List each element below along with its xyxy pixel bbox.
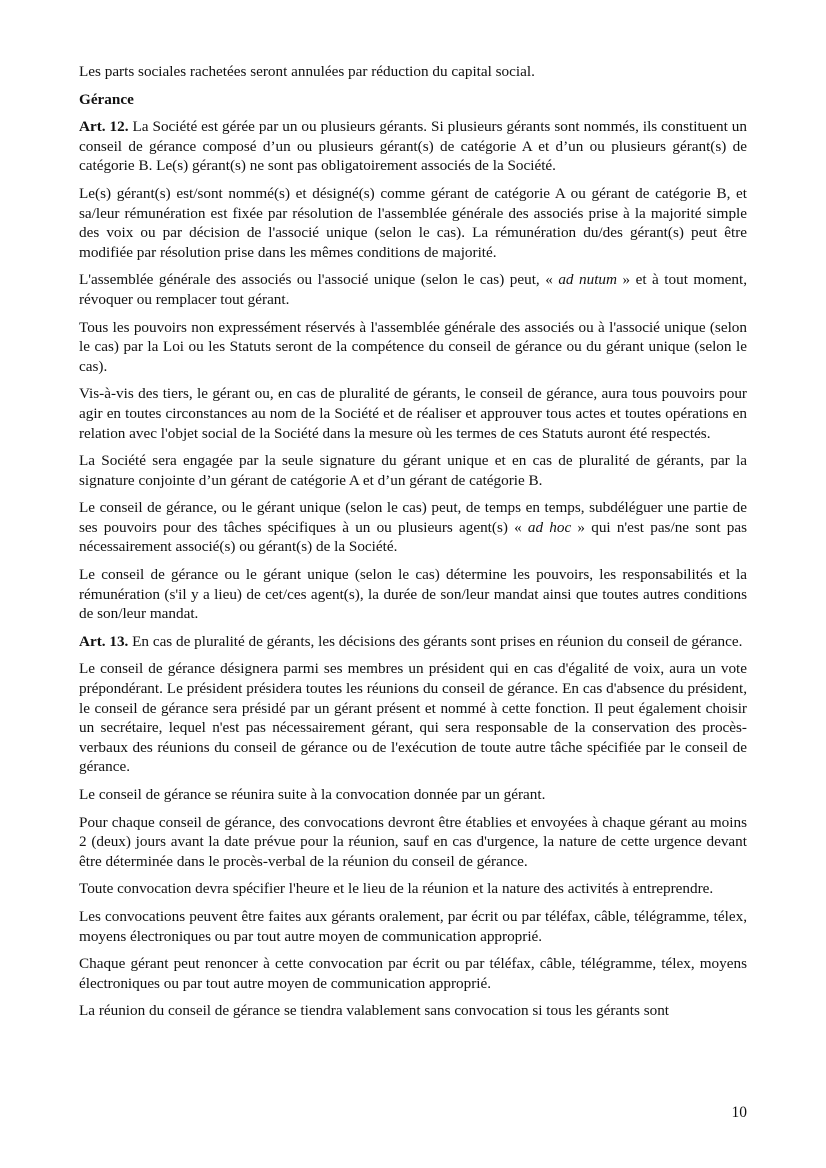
article-13-paragraph <box>79 632 747 652</box>
latin-term-ad-hoc: ad hoc <box>527 518 572 536</box>
article-12-paragraph <box>79 117 747 176</box>
section-heading-gerance: Gérance <box>79 90 134 108</box>
paragraph-convocation-means: Les convocations peuvent être faites aux gérants oralement, par écrit ou par téléfax, câble, télégramme, télex, moyens électroniques ou par tout autre moyen de communication approprié. <box>79 907 747 945</box>
paragraph-signature-rules: La Société sera engagée par la seule signature du gérant unique et en cas de pluralité de gérants, par la signature conjointe d’un gérant de catégorie A et d’un gérant de catégorie B. <box>79 452 747 489</box>
paragraph-subdelegation: Le conseil de gérance, ou le gérant unique (selon le cas) peut, de temps en temps, subdéléguer une partie de ses pouvoirs pour des tâches spécifiques à un ou plusieurs agent(s) « ad hoc » qui n'est pas/ne sont pas nécessairement associé(s) ou gérant(s) de la Société. <box>79 499 747 556</box>
paragraph-third-party-powers: Vis-à-vis des tiers, le gérant ou, en cas de pluralité de gérants, le conseil de gérance, aura tous pouvoirs pour agir en toutes circonstances au nom de la Société et de réaliser et approuver tous actes et toutes opérations en relation avec l'objet social de la Société dans la mesure où les termes de ces Statuts auront été respectés. <box>79 385 747 442</box>
paragraph-manager-revocation: L'assemblée générale des associés ou l'associé unique (selon le cas) peut, « ad nutum » et à tout moment, révoquer ou remplacer tout gérant. <box>79 271 747 308</box>
paragraph-convocation-given: Le conseil de gérance se réunira suite à la convocation donnée par un gérant. <box>79 786 546 803</box>
paragraph-convocation-notice: Pour chaque conseil de gérance, des convocations devront être établies et envoyées à chaque gérant au moins 2 (deux) jours avant la date prévue pour la réunion, sauf en cas d'urgence, la nature de cette urgence devant être déterminée dans le procès-verbal de la réunion du conseil de gérance. <box>79 813 747 870</box>
paragraph-agent-powers: Le conseil de gérance ou le gérant unique (selon le cas) détermine les pouvoirs, les responsabilités et la rémunération (s'il y a lieu) de cet/ces agent(s), la durée de son/leur mandat ainsi que toutes autres conditions de son/leur mandat. <box>79 566 747 623</box>
paragraph-board-powers: Tous les pouvoirs non expressément réservés à l'assemblée générale des associés ou à l'associé unique (selon le cas) par la Loi ou les Statuts seront de la compétence du conseil de gérance ou du gérant unique (selon le cas). <box>79 318 747 375</box>
article-13-text: En cas de pluralité de gérants, les décisions des gérants sont prises en réunion du conseil de gérance. <box>128 632 743 650</box>
latin-term-ad-nutum: ad nutum <box>558 271 617 289</box>
article-13-label: Art. 13. <box>79 632 129 650</box>
paragraph-manager-appointment: Le(s) gérant(s) est/sont nommé(s) et désigné(s) comme gérant de catégorie A ou gérant de catégorie B, et sa/leur rémunération est fixée par résolution de l'assemblée générale des associés prise à la majorité simple des voix ou par décision de l'associé unique (selon le cas). La rémunération du/des gérant(s) peut être modifiée par résolution prise dans les mêmes conditions de majorité. <box>79 184 747 261</box>
paragraph-convocation-content: Toute convocation devra spécifier l'heure et le lieu de la réunion et la nature des activités à entreprendre. <box>79 880 714 898</box>
paragraph-chairman: Le conseil de gérance désignera parmi ses membres un président qui en cas d'égalité de voix, aura un vote prépondérant. Le président présidera toutes les réunions du conseil de gérance. En cas d'absence du président, le conseil de gérance sera présidé par un gérant présent et nommé à cette fonction. Il peut également choisir un secrétaire, lequel n'est pas nécessairement gérant, qui sera responsable de la conservation des procès-verbaux des réunions du conseil de gérance ou de l'exécution de toute autre tâche spécifiée par le conseil de gérance. <box>79 660 747 776</box>
article-12-label: Art. 12. <box>79 118 129 136</box>
paragraph-meeting-validity: La réunion du conseil de gérance se tiendra valablement sans convocation si tous les gérants sont <box>79 1002 670 1020</box>
document-body <box>79 62 747 1029</box>
paragraph-share-cancellation: Les parts sociales rachetées seront annulées par réduction du capital social. <box>79 63 535 80</box>
article-12-text: La Société est gérée par un ou plusieurs gérants. Si plusieurs gérants sont nommés, ils constituent un conseil de gérance composé d’un ou plusieurs gérant(s) de catégorie A et d’un ou plusieurs gérant(s) de catégorie B. Le(s) gérant(s) ne sont pas obligatoirement associés de la Société. <box>79 118 747 175</box>
page-number: 10 <box>731 1104 747 1121</box>
paragraph-convocation-waiver: Chaque gérant peut renoncer à cette convocation par écrit ou par téléfax, câble, télégramme, télex, moyens électroniques ou par tout autre moyen de communication approprié. <box>79 955 747 992</box>
